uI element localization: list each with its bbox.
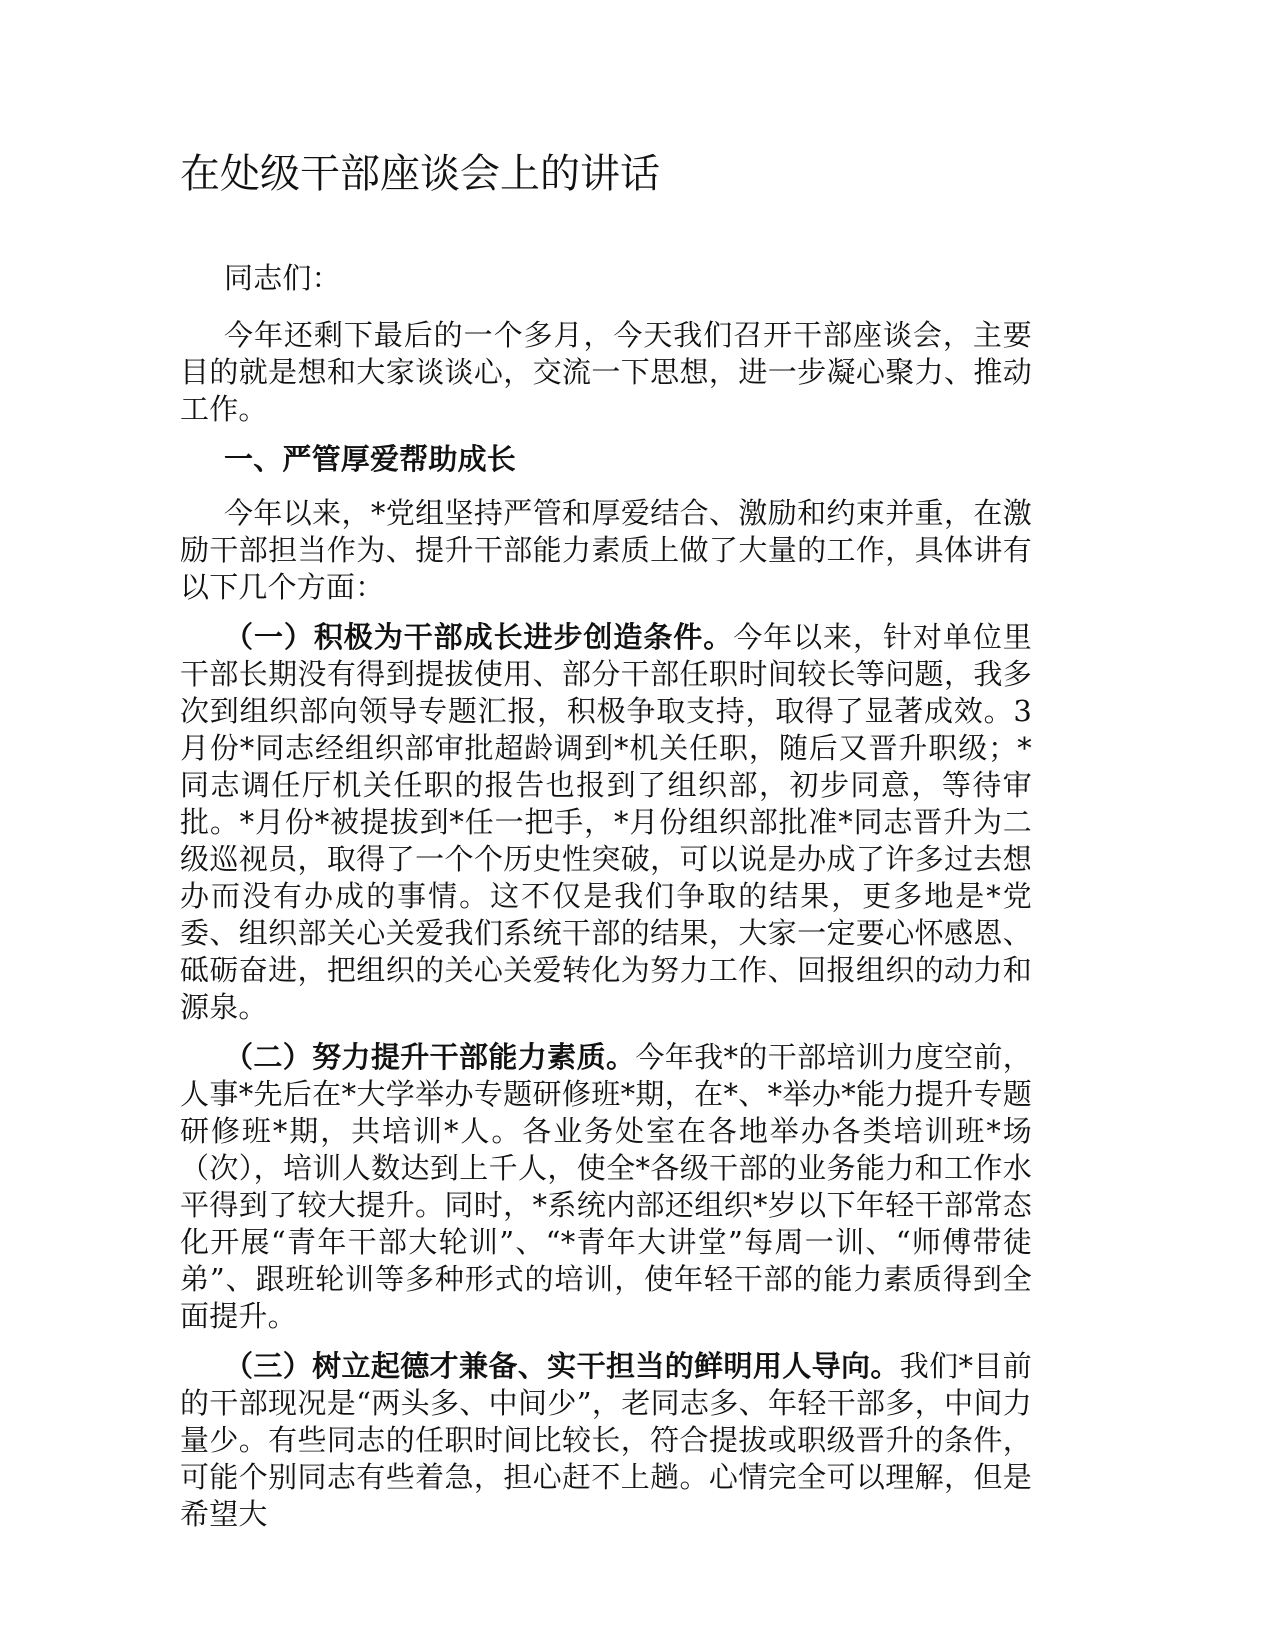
- item-1-paragraph: [180, 619, 1032, 1026]
- section-intro-paragraph: 今年以来，*党组坚持严管和厚爱结合、激励和约束并重，在激励干部担当作为、提升干部能力素质上做了大量的工作，具体讲有以下几个方面：: [180, 496, 1032, 604]
- item-3-paragraph: [180, 1348, 1032, 1533]
- intro-paragraph: 今年还剩下最后的一个多月，今天我们召开干部座谈会，主要目的就是想和大家谈谈心，交流一下思想，进一步凝心聚力、推动工作。: [180, 318, 1032, 426]
- greeting: 同志们：: [224, 261, 341, 295]
- item-1-lead: （一）积极为干部成长进步创造条件。: [224, 620, 734, 654]
- item-3-lead: （三）树立起德才兼备、实干担当的鲜明用人导向。: [224, 1349, 900, 1383]
- item-2-lead: （二）努力提升干部能力素质。: [224, 1040, 636, 1074]
- item-1-text: 今年以来，针对单位里干部长期没有得到提拔使用、部分干部任职时间较长等问题，我多次到组织部向领导专题汇报，积极争取支持，取得了显著成效。3月份*同志经组织部审批超龄调到*机关任职，随后又晋升职级；*同志调任厅机关任职的报告也报到了组织部，初步同意，等待审批。*月份*被提拔到*任一把手，*月份组织部批准*同志晋升为二级巡视员，取得了一个个历史性突破，可以说是办成了许多过去想办而没有办成的事情。这不仅是我们争取的结果，更多地是*党委、组织部关心关爱我们系统干部的结果，大家一定要心怀感恩、砥砺奋进，把组织的关心关爱转化为努力工作、回报组织的动力和源泉。: [180, 620, 1032, 1024]
- item-2-paragraph: [180, 1039, 1032, 1335]
- document-title: 在处级干部座谈会上的讲话: [180, 151, 660, 197]
- item-2-text: 今年我*的干部培训力度空前，人事*先后在*大学举办专题研修班*期，在*、*举办*能力提升专题研修班*期，共培训*人。各业务处室在各地举办各类培训班*场（次），培训人数达到上千人，使全*各级干部的业务能力和工作水平得到了较大提升。同时，*系统内部还组织*岁以下年轻干部常态化开展“青年干部大轮训”、“*青年大讲堂”每周一训、“师傅带徒弟”、跟班轮训等多种形式的培训，使年轻干部的能力素质得到全面提升。: [180, 1040, 1032, 1333]
- item-3-text: 我们*目前的干部现况是“两头多、中间少”，老同志多、年轻干部多，中间力量少。有些同志的任职时间比较长，符合提拔或职级晋升的条件，可能个别同志有些着急，担心赶不上趟。心情完全可以理解，但是希望大: [180, 1349, 1032, 1531]
- section-heading: 一、严管厚爱帮助成长: [224, 442, 517, 476]
- document-body: [180, 260, 1032, 1546]
